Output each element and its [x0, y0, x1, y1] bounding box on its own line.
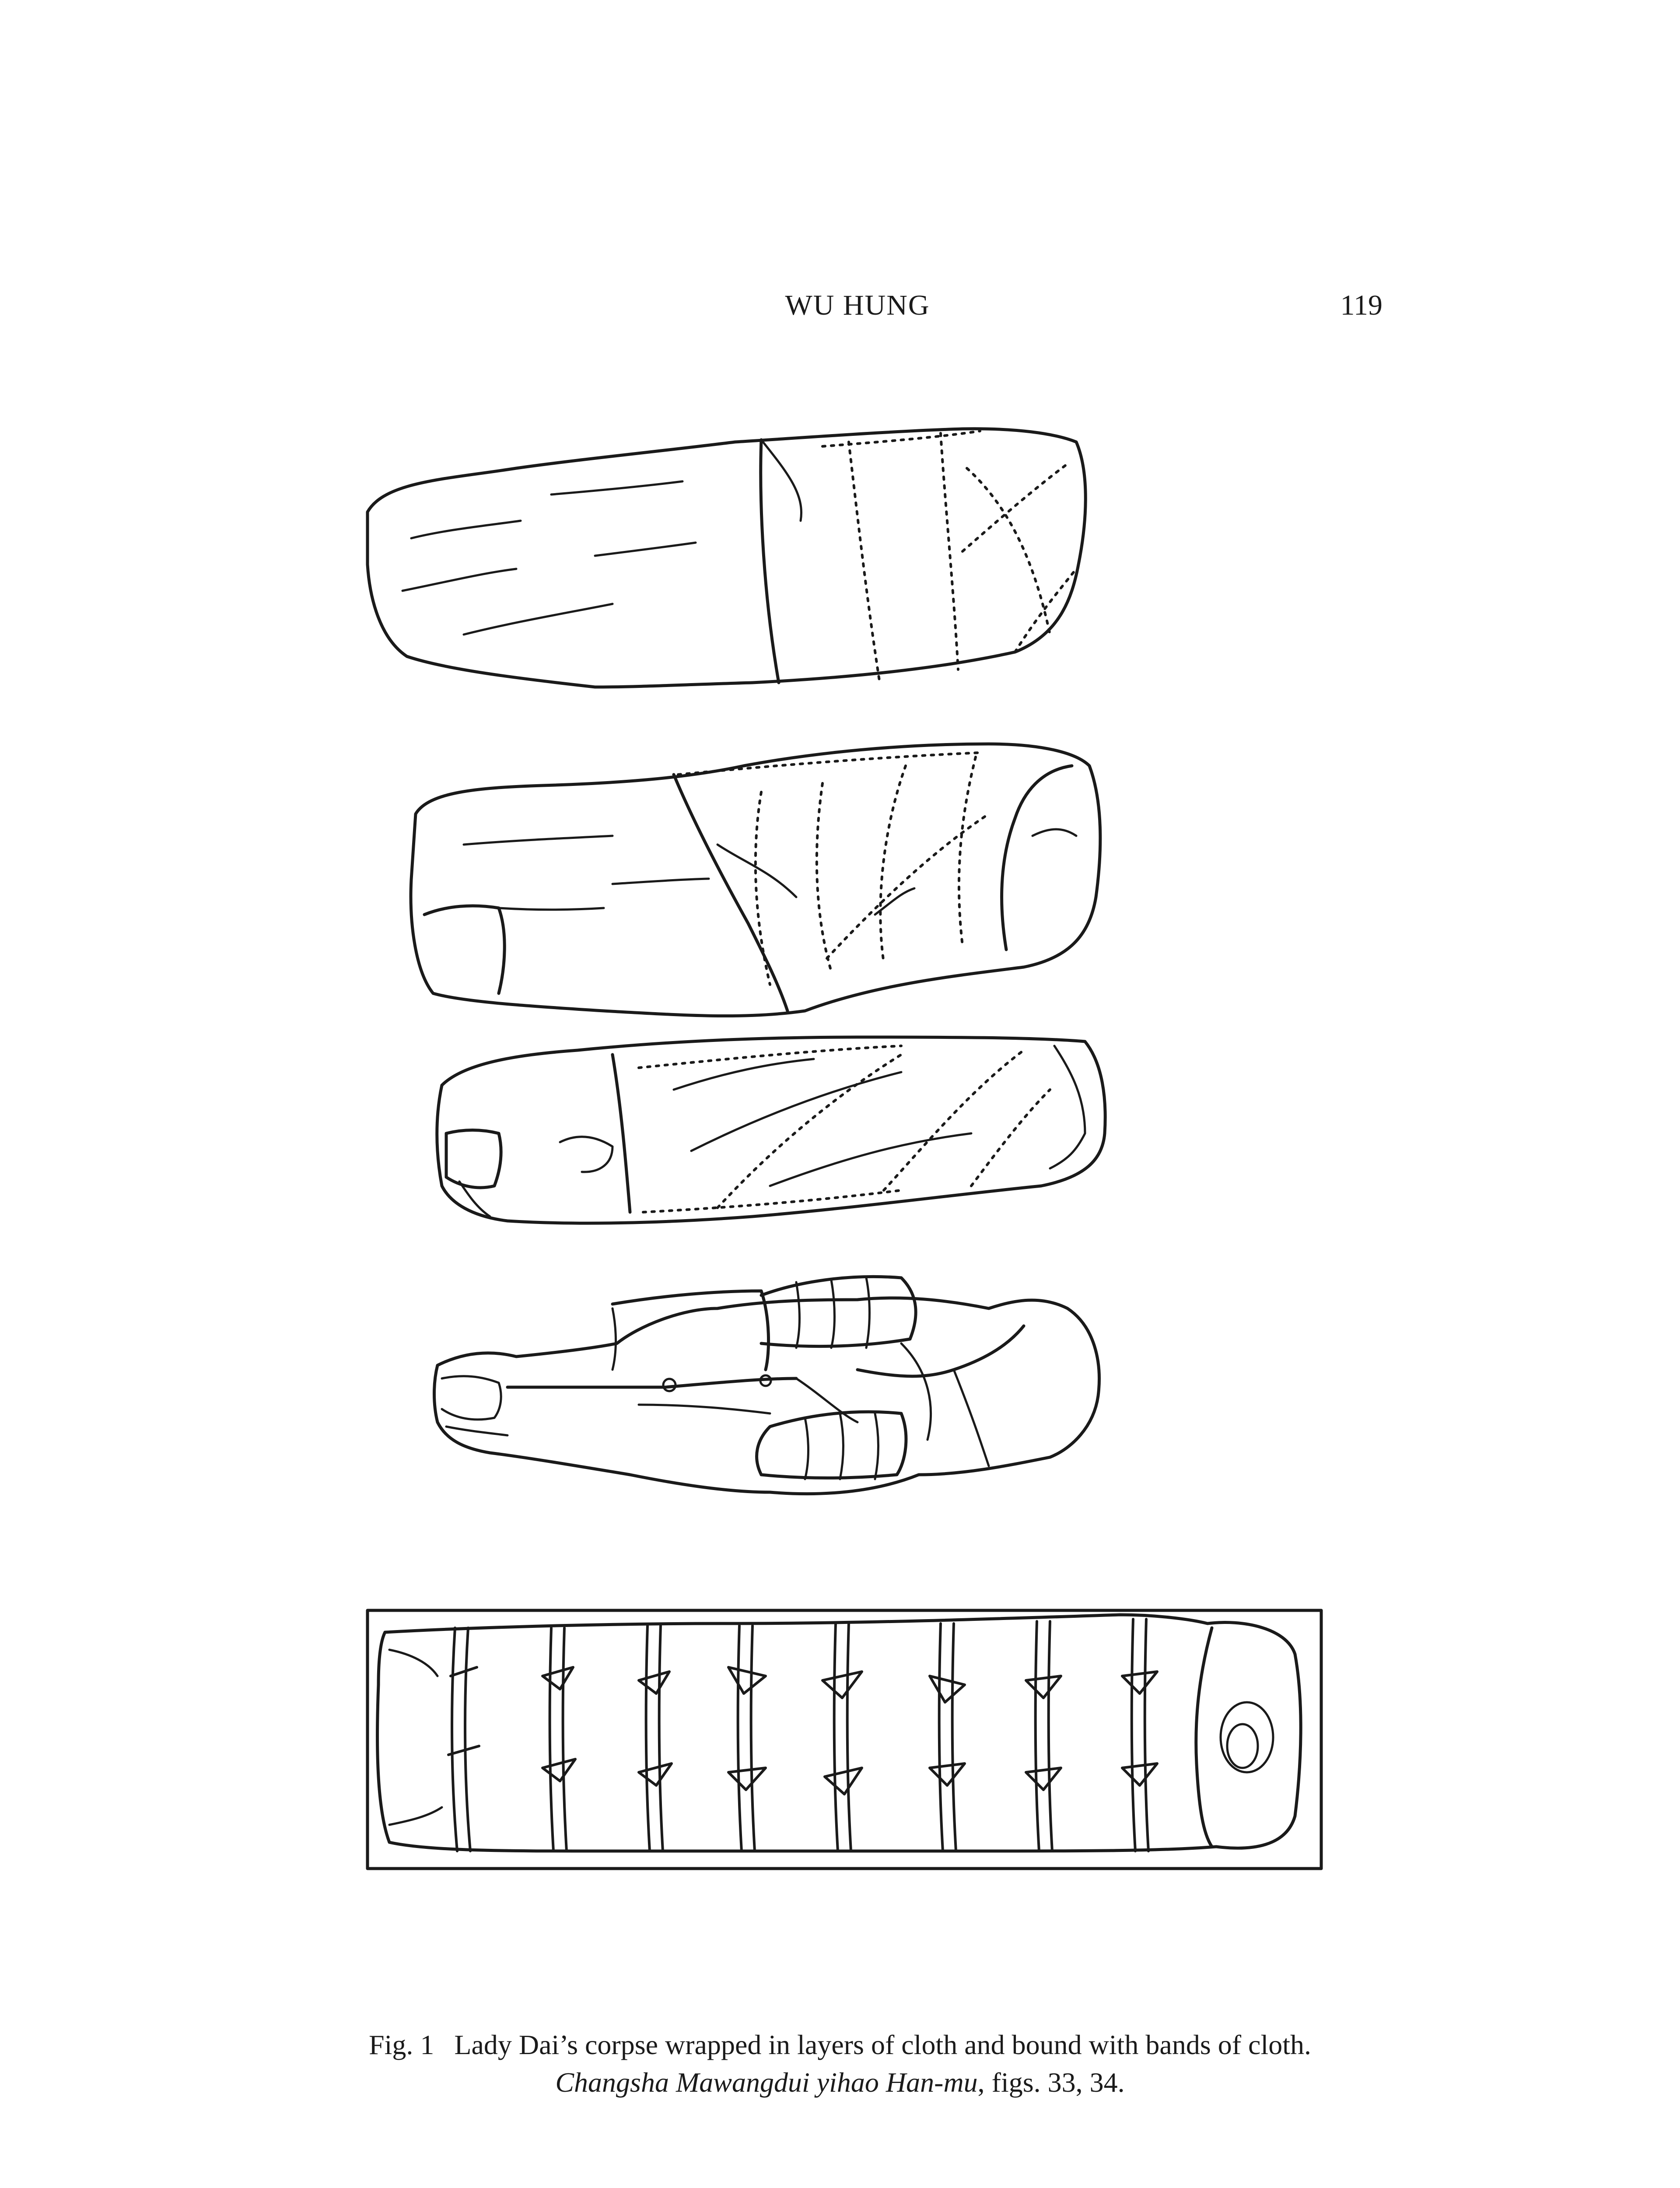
running-title: WU HUNG — [785, 289, 930, 321]
figure-label: Fig. 1 — [369, 2029, 434, 2060]
page-number: 119 — [1340, 289, 1382, 321]
caption-citation — [262, 2064, 1418, 2101]
dressed-body-drawing — [434, 1276, 1099, 1494]
caption-text: Lady Dai’s corpse wrapped in layers of cloth and bound with bands of cloth. — [454, 2029, 1311, 2060]
wrapped-bundle-outer-bands — [822, 431, 1076, 680]
citation-title: Changsha Mawangdui yihao Han-mu — [555, 2067, 978, 2098]
citation-figures: , figs. 33, 34. — [977, 2067, 1125, 2098]
wrapped-bundle-outer-drawing — [368, 429, 1085, 687]
caption-line — [262, 2026, 1418, 2064]
figure-caption — [262, 2026, 1418, 2101]
running-head — [0, 289, 1680, 337]
bound-bundle-drawing — [368, 1610, 1321, 1869]
bound-bundle-ties — [448, 1619, 1157, 1851]
wrapped-bundle-third-bands — [639, 1046, 1050, 1212]
figure-illustration — [332, 407, 1365, 1917]
wrapped-bundle-second-bands — [678, 753, 989, 985]
